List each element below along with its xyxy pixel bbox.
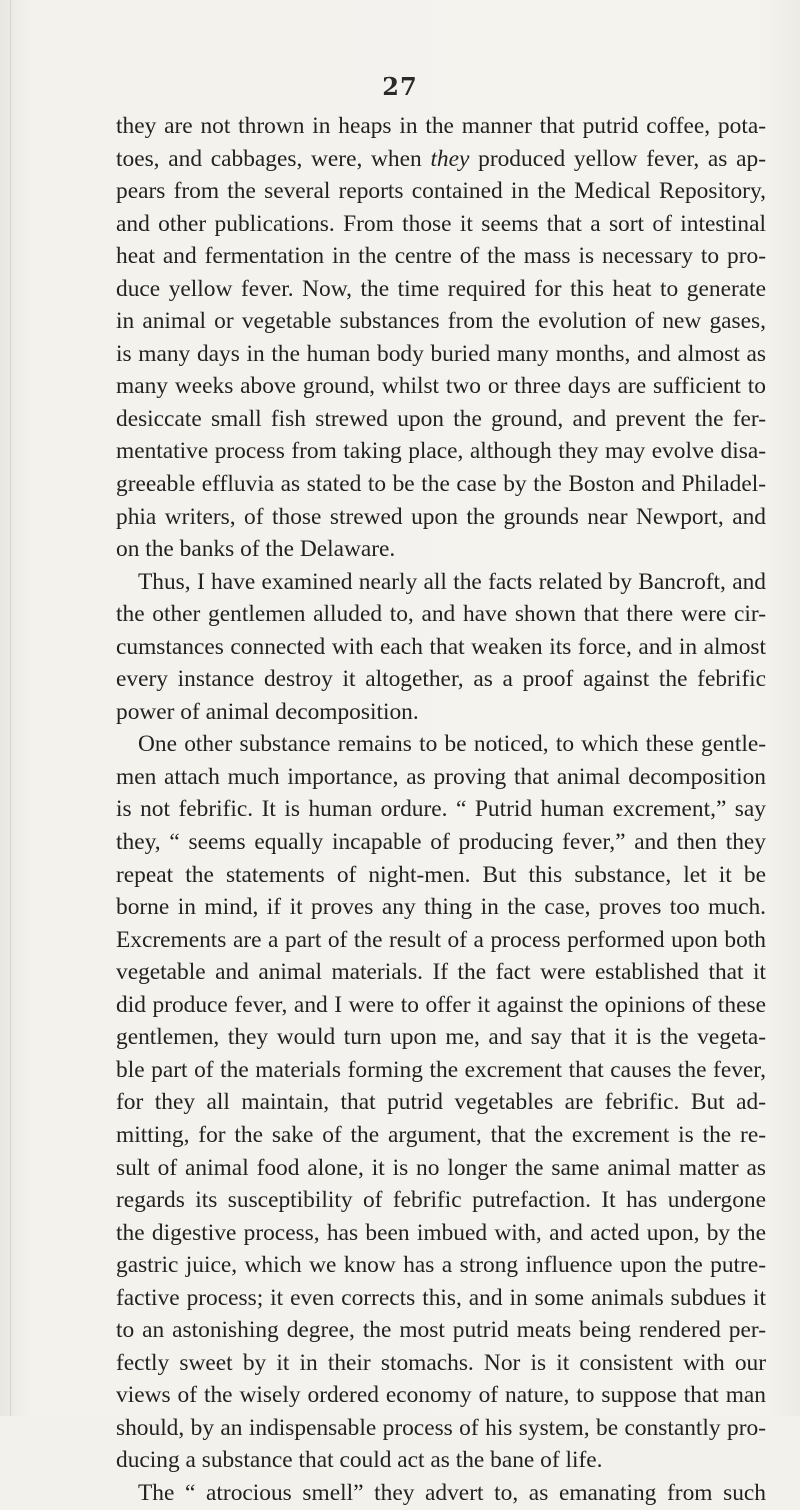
text-line: every instance destroy it altogether, as a proof against the febrific — [116, 666, 766, 693]
text-line: the other gentlemen alluded to, and have shown that there were cir- — [116, 601, 766, 628]
text-line: toes, and cabbages, were, when they produced yellow fever, as ap- — [116, 145, 767, 172]
text-line: cumstances connected with each that weaken its force, and in almost — [116, 633, 766, 660]
text-line: for they all maintain, that putrid vegetables are febrific. But ad- — [116, 1089, 766, 1116]
text-line: One other substance remains to be noticed, to which these gentle- — [138, 731, 766, 758]
text-line: phia writers, of those strewed upon the grounds near Newport, and — [116, 503, 766, 530]
text-line: sult of animal food alone, it is no longer the same animal matter as — [116, 1154, 766, 1181]
text-line: ble part of the materials forming the excrement that causes the fever, — [116, 1056, 766, 1083]
text-line: gastric juice, which we know has a strong influence upon the putre- — [116, 1252, 766, 1279]
text-line: fectly sweet by it in their stomachs. Nor is it consistent with our — [116, 1349, 766, 1376]
text-line: The “ atrocious smell” they advert to, as emanating from such — [138, 1479, 766, 1506]
text-line: ducing a substance that could act as the bane of life. — [116, 1447, 603, 1474]
text-line: gentlemen, they would turn upon me, and say that it is the vegeta- — [116, 1024, 766, 1051]
text-line: many weeks above ground, whilst two or three days are sufficient to — [116, 373, 766, 400]
text-line: mitting, for the sake of the argument, that the excrement is the re- — [116, 1121, 766, 1148]
text-line: heat and fermentation in the centre of the mass is necessary to pro- — [116, 243, 766, 270]
text-line: Excrements are a part of the result of a process performed upon both — [116, 926, 766, 953]
page-number: 27 — [382, 72, 418, 101]
text-line: is many days in the human body buried many months, and almost as — [116, 340, 766, 367]
text-line: Thus, I have examined nearly all the facts related by Bancroft, and — [138, 568, 766, 595]
text-line: did produce fever, and I were to offer it against the opinions of these — [116, 991, 766, 1018]
text-line: should, by an indispensable process of his system, be constantly pro- — [116, 1414, 766, 1441]
text-line: to an astonishing degree, the most putrid meats being rendered per- — [116, 1317, 766, 1344]
text-line: in animal or vegetable substances from the evolution of new gases, — [116, 308, 766, 335]
text-line: greeable effluvia as stated to be the case by the Boston and Philadel- — [116, 471, 766, 498]
text-line: borne in mind, if it proves any thing in the case, proves too much. — [116, 894, 766, 921]
text-line: views of the wisely ordered economy of nature, to suppose that man — [116, 1382, 766, 1409]
text-line: repeat the statements of night-men. But this substance, let it be — [116, 861, 766, 888]
text-line: the digestive process, has been imbued with, and acted upon, by the — [116, 1219, 766, 1246]
text-line: regards its susceptibility of febrific putrefaction. It has undergone — [116, 1187, 766, 1214]
text-line: on the banks of the Delaware. — [116, 536, 396, 563]
text-line: mentative process from taking place, although they may evolve disa- — [116, 438, 766, 465]
text-line: pears from the several reports contained in the Medical Repository, — [116, 178, 766, 205]
text-line: desiccate small fish strewed upon the ground, and prevent the fer- — [116, 405, 766, 432]
text-line: factive process; it even corrects this, and in some animals subdues it — [116, 1284, 766, 1311]
text-line: duce yellow fever. Now, the time required for this heat to generate — [116, 275, 766, 302]
emphasis: they — [430, 145, 470, 172]
text-line: they, “ seems equally incapable of producing fever,” and then they — [116, 829, 766, 856]
text-line: and other publications. From those it seems that a sort of intestinal — [116, 210, 766, 237]
text-line: they are not thrown in heaps in the manner that putrid coffee, pota- — [116, 113, 766, 139]
text-line: is not febrific. It is human ordure. “ Putrid human excrement,” say — [116, 796, 766, 823]
text-line: power of animal decomposition. — [116, 698, 419, 725]
text-line: vegetable and animal materials. If the fact were established that it — [116, 959, 766, 986]
body-text — [116, 110, 766, 1510]
text-line: men attach much importance, as proving that animal decomposition — [116, 763, 766, 790]
page-edge-shadow — [10, 0, 11, 1416]
